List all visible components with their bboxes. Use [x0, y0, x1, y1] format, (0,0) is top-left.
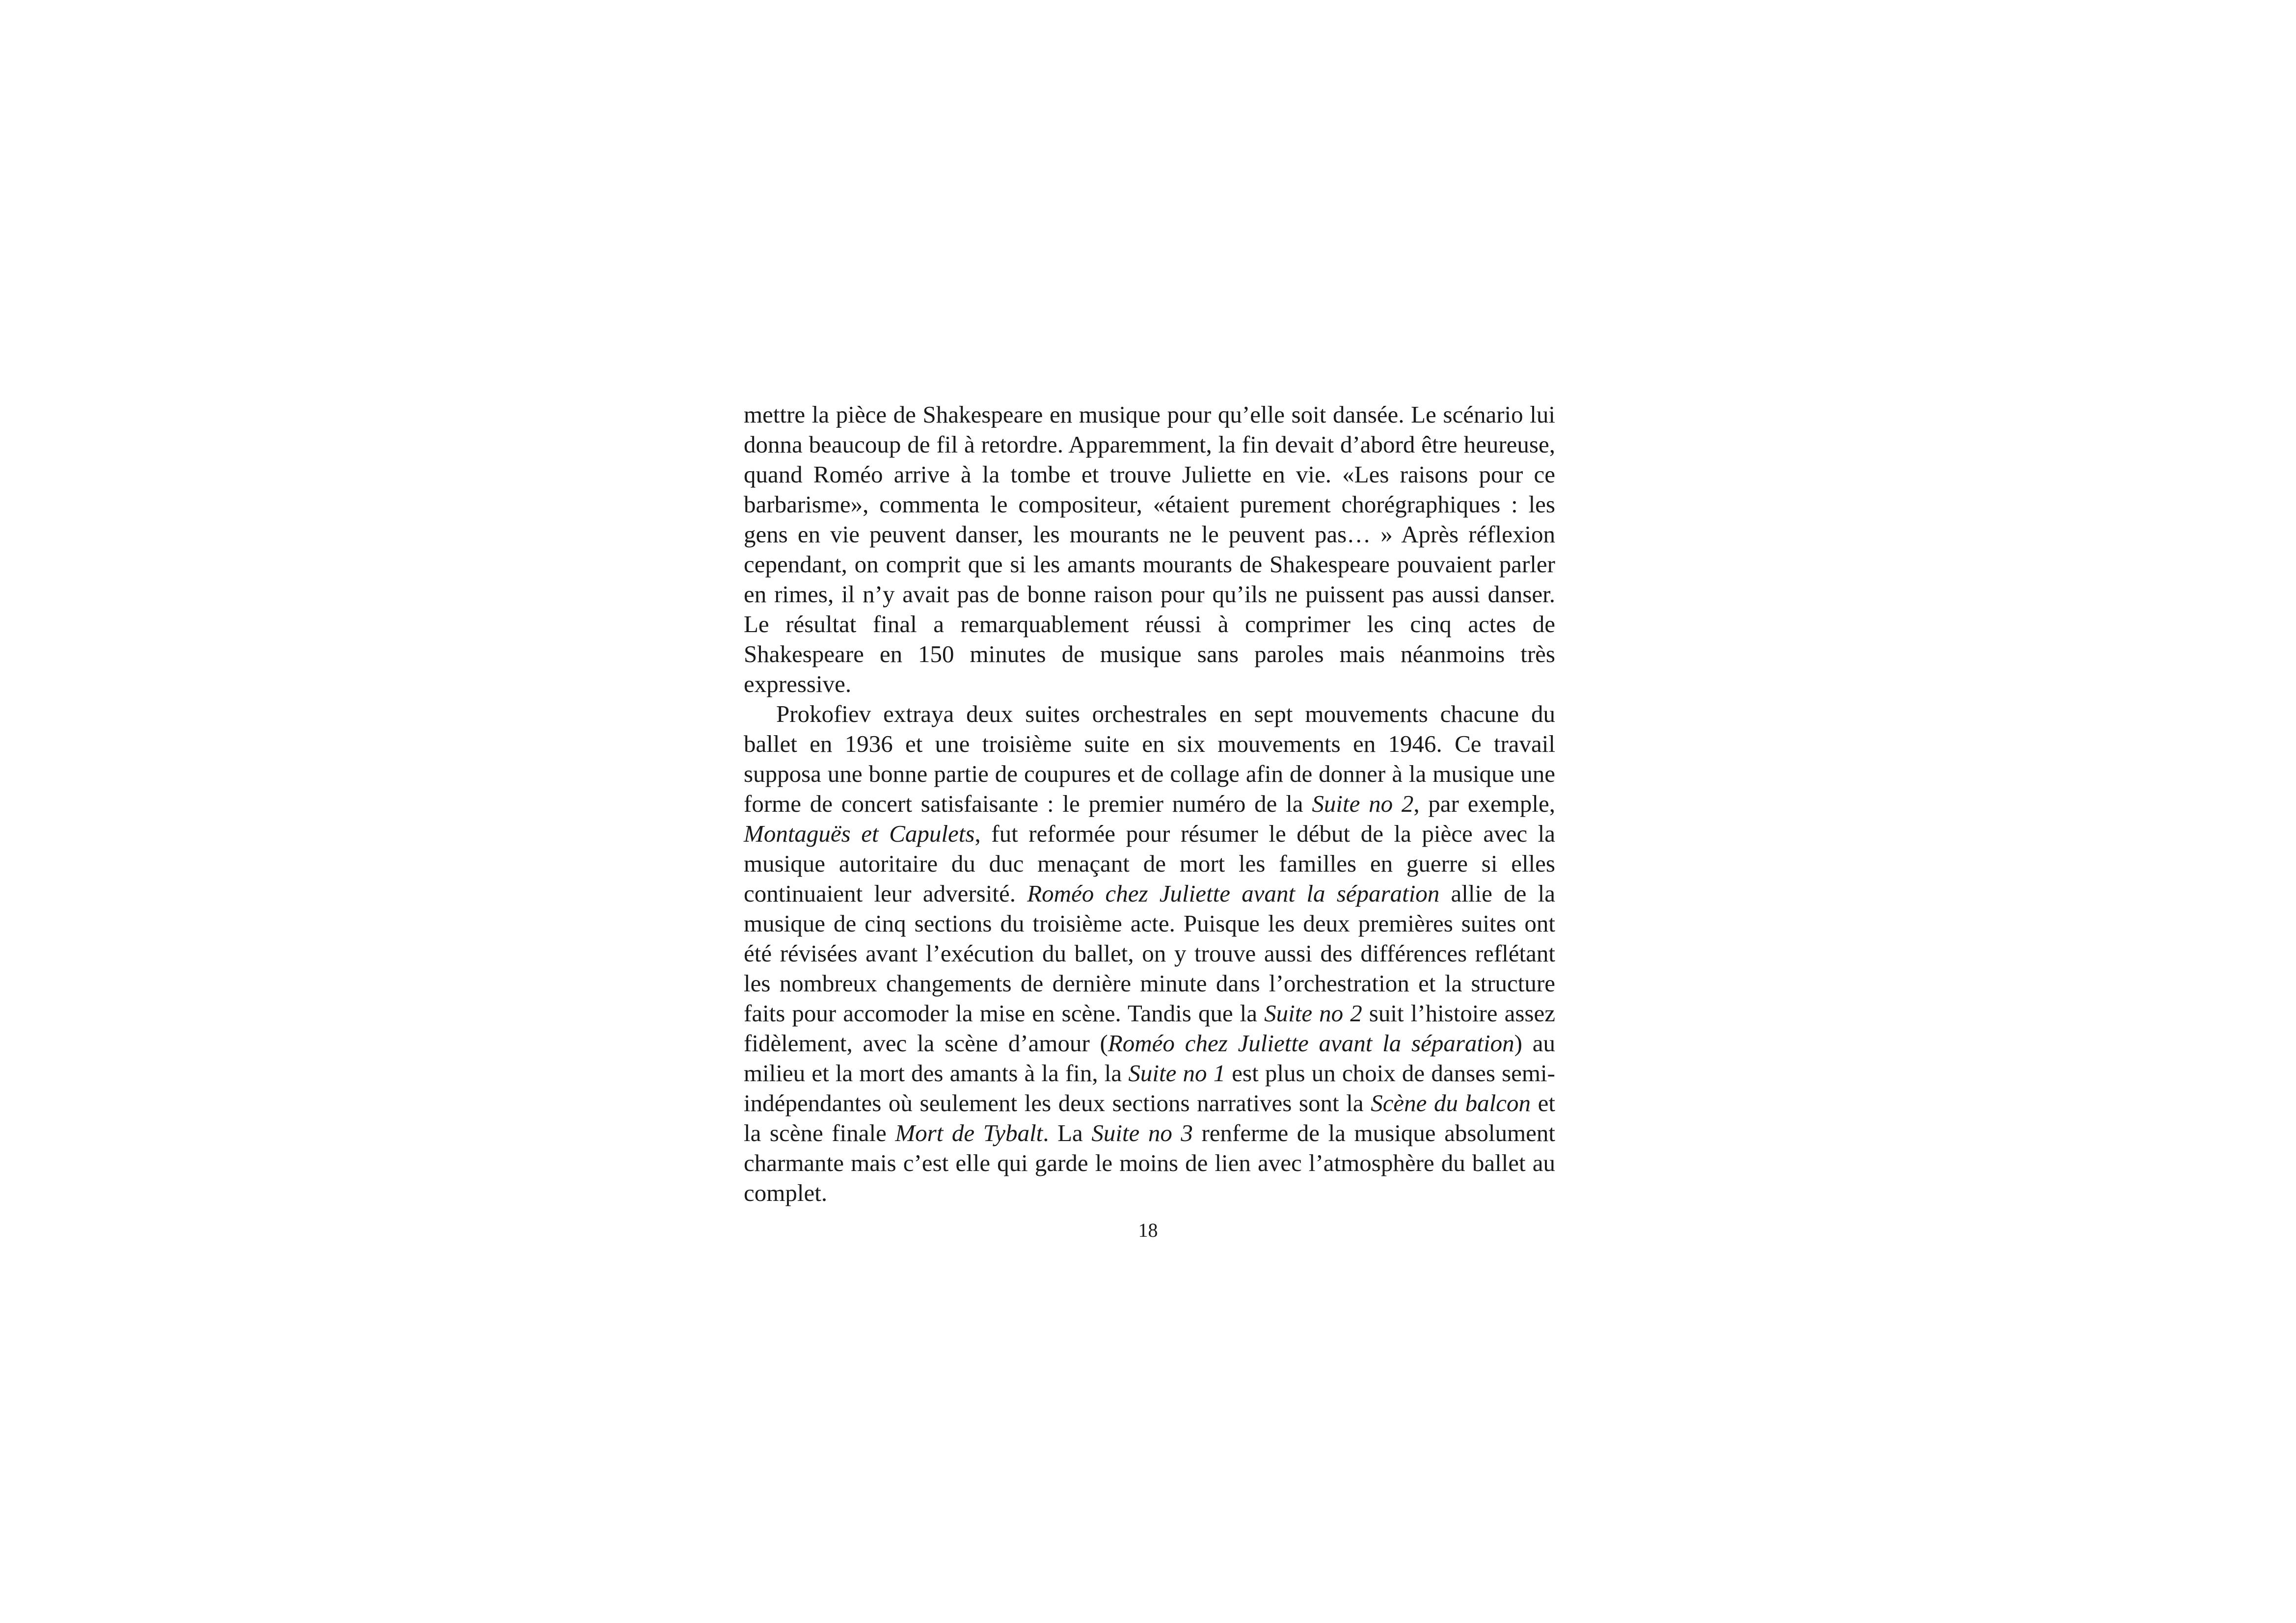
text-run: ) au milieu et la mort des amants à la fin, la: [744, 1030, 1555, 1087]
text-run: allie de la musique de cinq sections du troisième acte. Puisque les deux premières suites ont été révisées avant l’exécution du ballet, on y trouve aussi des différences reflétant les nombreux changements de dernière minute dans l’orchestration et la structure faits pour accomoder la mise en scène. Tandis que la: [744, 880, 1555, 1027]
text-run: suit l’histoire assez fidèlement, avec la scène d’amour (: [744, 1000, 1555, 1057]
work-title: Suite no 1: [1128, 1060, 1226, 1087]
text-run: est plus un choix de danses semi-indépendantes où seulement les deux sections narratives sont la: [744, 1060, 1555, 1117]
text-run: renferme de la musique absolument charmante mais c’est elle qui garde le moins de lien avec l’atmosphère du ballet au complet.: [744, 1119, 1556, 1206]
work-title: Suite no 2: [1312, 790, 1414, 817]
paragraph-1: mettre la pièce de Shakespeare en musique pour qu’elle soit dansée. Le scénario lui donna beaucoup de fil à retordre. Apparemment, la fin devait d’abord être heureuse, quand Roméo arrive à la tombe et trouve Juliette en vie. «Les raisons pour ce barbarisme», commenta le compositeur, «étaient purement chorégraphiques : les gens en vie peuvent danser, les mourants ne le peuvent pas… » Après réflexion cependant, on comprit que si les amants mourants de Shakespeare pouvaient parler en rimes, il n’y avait pas de bonne raison pour qu’ils ne puissent pas aussi danser. Le résultat final a remarquablement réussi à comprimer les cinq actes de Shakespeare en 150 minutes de musique sans paroles mais néanmoins très expressive.: [744, 401, 1555, 697]
text-run: Prokofiev extraya deux suites orchestrales en sept mouvements chacune du ballet en 1936 et une troisième suite en six mouvements en 1946. Ce travail supposa une bonne partie de coupures et de collage afin de donner à la musique une forme de concert satisfaisante : le premier numéro de la: [744, 700, 1555, 817]
text-run: . La: [1043, 1119, 1092, 1146]
page-number: 18: [1138, 1219, 1158, 1241]
text-run: , par exemple,: [1413, 790, 1555, 817]
work-title: Roméo chez Juliette avant la séparation: [1027, 880, 1440, 907]
work-title: Suite no 2: [1264, 1000, 1362, 1027]
text-run: et la scène finale: [744, 1090, 1555, 1146]
work-title: Mort de Tybalt: [895, 1119, 1043, 1146]
work-title: Suite no 3: [1091, 1119, 1193, 1146]
paragraph-2: [744, 699, 1555, 1208]
body-text: [744, 399, 1555, 1208]
text-run: , fut reformée pour résumer le début de la pièce avec la musique autoritaire du duc menaçant de mort les familles en guerre si elles continuaient leur adversité.: [744, 820, 1555, 907]
work-title: Scène du balcon: [1371, 1090, 1531, 1117]
work-title: Montaguës et Capulets: [744, 820, 975, 847]
work-title: Roméo chez Juliette avant la séparation: [1107, 1030, 1514, 1057]
